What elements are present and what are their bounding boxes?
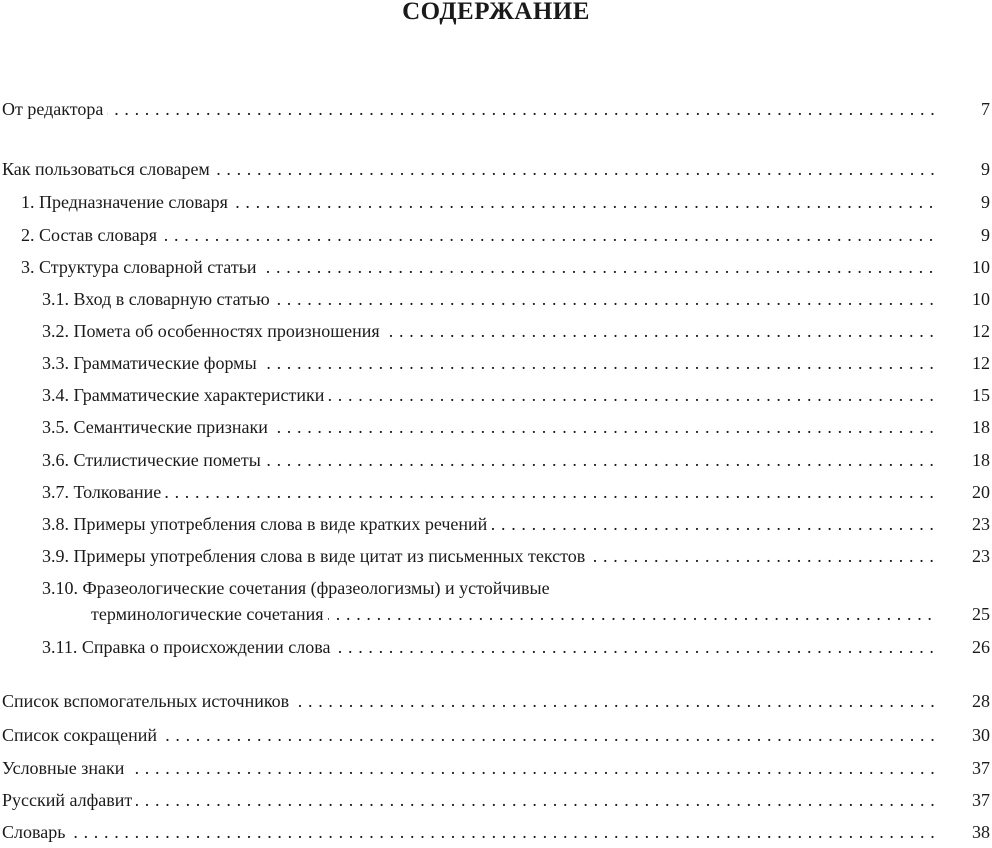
toc-page-number: 15 xyxy=(972,385,990,405)
toc-entry-label: 2. Состав словаря xyxy=(21,225,161,245)
toc-entry-label: терминологические сочетания xyxy=(91,604,328,624)
toc-entry-label: 3.1. Вход в словарную статью xyxy=(42,289,274,309)
toc-entry-3-7[interactable] xyxy=(0,480,992,504)
toc-page-number: 18 xyxy=(972,417,990,437)
toc-entry-sources[interactable] xyxy=(0,689,992,713)
toc-entry-label: 3.11. Справка о происхождении слова xyxy=(42,637,335,657)
toc-page-number: 37 xyxy=(972,790,990,810)
toc-entry-label: Список сокращений xyxy=(2,725,161,745)
toc-entry-3-10[interactable] xyxy=(0,602,992,626)
toc-entry-label: 3.4. Грамматические характеристики xyxy=(42,385,328,405)
toc-entry-label: Условные знаки xyxy=(2,758,128,778)
toc-entry-label: Русский алфавит xyxy=(2,790,136,810)
toc-page-number: 10 xyxy=(972,289,990,309)
toc-page-number: 23 xyxy=(972,514,990,534)
toc-entry-label: Словарь xyxy=(2,822,69,842)
toc-entry-label: Как пользоваться словарем xyxy=(2,159,214,179)
toc-entry-3-8[interactable] xyxy=(0,512,992,536)
toc-page-number: 30 xyxy=(972,725,990,745)
toc-entry-3-1[interactable] xyxy=(0,287,992,311)
toc-page-number: 9 xyxy=(981,159,990,179)
toc-entry-3-9[interactable] xyxy=(0,544,992,568)
toc-entry-label: 3.7. Толкование xyxy=(42,482,165,502)
toc-page-number: 12 xyxy=(972,353,990,373)
toc-entry-label: 3.6. Стилистические пометы xyxy=(42,450,265,470)
toc-entry-label: Список вспомогательных источников xyxy=(2,691,293,711)
toc-page-number: 9 xyxy=(981,225,990,245)
toc-entry-label: 3.3. Грамматические формы xyxy=(42,353,261,373)
toc-entry-label: От редактора xyxy=(2,99,107,119)
toc-entry-how-to-use[interactable] xyxy=(0,157,992,181)
toc-entry-label: 3.5. Семантические признаки xyxy=(42,417,272,437)
toc-entry-label: 3.2. Помета об особенностях произношения xyxy=(42,321,384,341)
toc-page-number: 7 xyxy=(981,99,990,119)
toc-entry-label: 3.9. Примеры употребления слова в виде цитат из письменных текстов xyxy=(42,546,589,566)
toc-entry-3[interactable] xyxy=(0,255,992,279)
toc-entry-label: 3.8. Примеры употребления слова в виде кратких речений xyxy=(42,514,491,534)
toc-entry-3-6[interactable] xyxy=(0,448,992,472)
page-title: СОДЕРЖАНИЕ xyxy=(402,0,590,25)
toc-page-number: 20 xyxy=(972,482,990,502)
toc-entry-3-10-first-line[interactable]: 3.10. Фразеологические сочетания (фразеологизмы) и устойчивые xyxy=(42,578,550,598)
toc-entry-1[interactable] xyxy=(0,190,992,214)
toc-page-number: 26 xyxy=(972,637,990,657)
toc-entry-3-4[interactable] xyxy=(0,383,992,407)
toc-page-number: 38 xyxy=(972,822,990,842)
toc-page-number: 25 xyxy=(972,604,990,624)
toc-page-number: 37 xyxy=(972,758,990,778)
toc-page-number: 18 xyxy=(972,450,990,470)
toc-entry-3-2[interactable] xyxy=(0,319,992,343)
toc-entry-3-11[interactable] xyxy=(0,635,992,659)
toc-page-number: 10 xyxy=(972,257,990,277)
toc-entry-3-5[interactable] xyxy=(0,415,992,439)
toc-entry-alphabet[interactable] xyxy=(0,788,992,812)
toc-entry-abbreviations[interactable] xyxy=(0,723,992,747)
toc-entry-dictionary[interactable] xyxy=(0,820,992,844)
toc-entry-label: 1. Предназначение словаря xyxy=(21,192,232,212)
toc-entry-2[interactable] xyxy=(0,223,992,247)
toc-entry-editor[interactable] xyxy=(0,97,992,121)
toc-page-number: 12 xyxy=(972,321,990,341)
toc-entry-symbols[interactable] xyxy=(0,756,992,780)
toc-page-number: 23 xyxy=(972,546,990,566)
toc-entry-3-3[interactable] xyxy=(0,351,992,375)
toc-page-number: 28 xyxy=(972,691,990,711)
toc-page-number: 9 xyxy=(981,192,990,212)
toc-entry-label: 3. Структура словарной статьи xyxy=(21,257,261,277)
